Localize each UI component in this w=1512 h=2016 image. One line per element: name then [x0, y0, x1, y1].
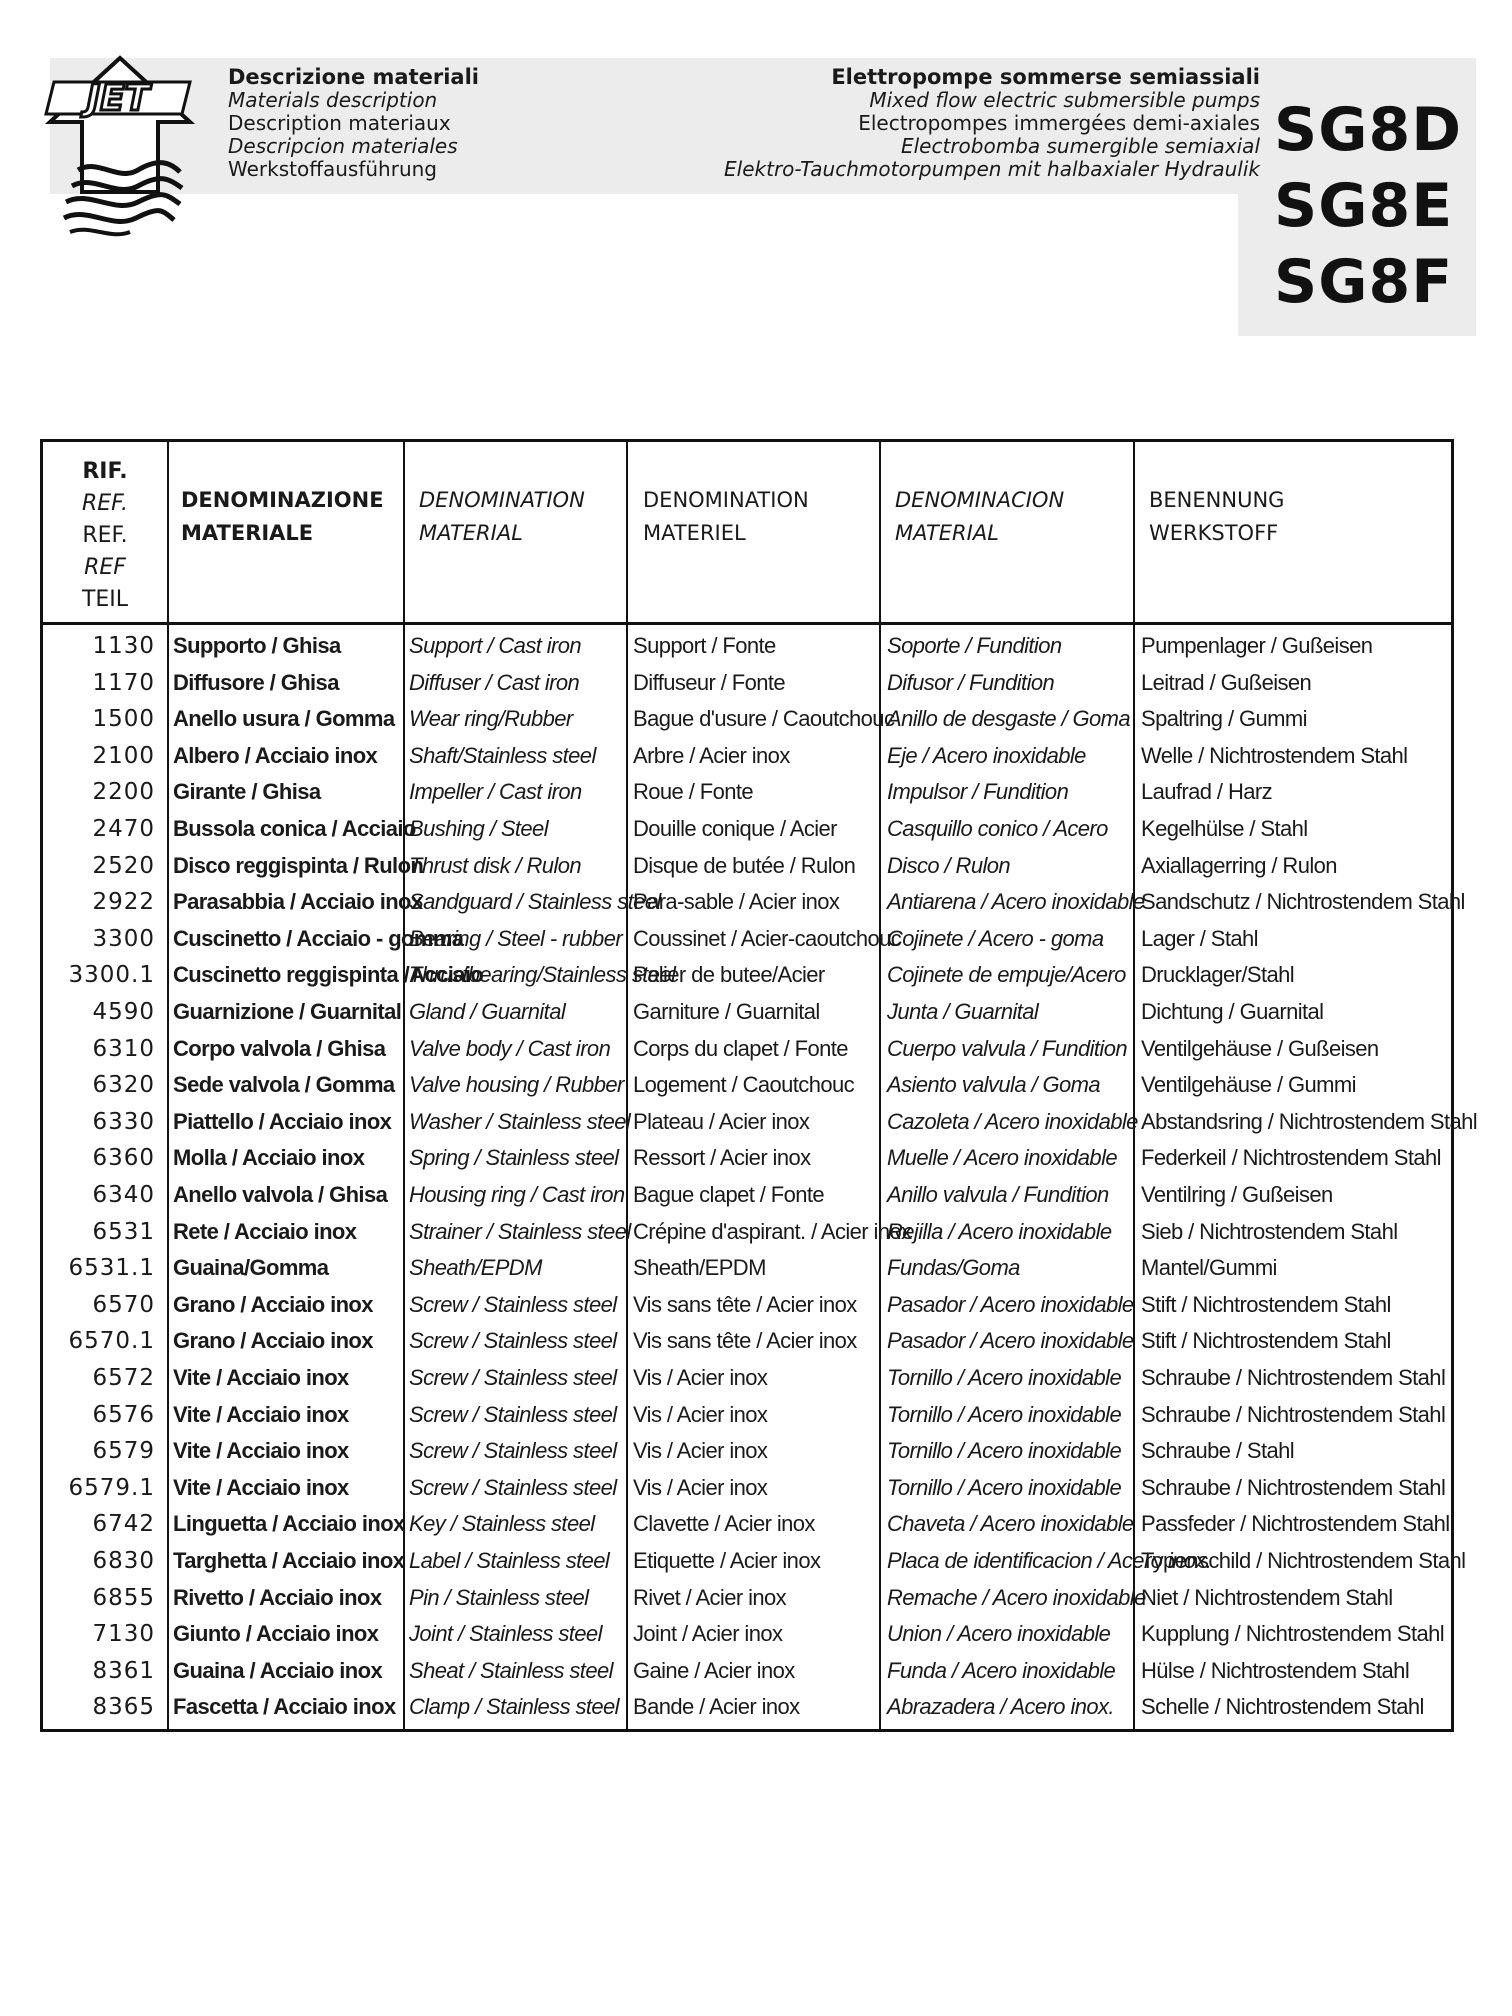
ref-cell: 7130 [92, 1621, 155, 1648]
ref-cell: 3300.1 [68, 962, 155, 989]
material-cell-it: Anello valvola / Ghisa [173, 1182, 388, 1207]
table-row [43, 1433, 1451, 1470]
material-cell-de: Welle / Nichtrostendem Stahl [1141, 742, 1408, 768]
ref-cell: 6576 [92, 1401, 155, 1428]
material-cell-es: Junta / Guarnital [887, 999, 1039, 1024]
material-cell-en: Clamp / Stainless steel [409, 1694, 619, 1720]
ref-cell: 6830 [92, 1548, 155, 1574]
material-cell-en: Bushing / Steel [409, 816, 548, 841]
table-row [43, 884, 1465, 921]
ref-header-es: REF [84, 555, 126, 580]
table-row [43, 921, 1451, 958]
table-row [43, 701, 1451, 738]
material-cell-fr: Logement / Caoutchouc [633, 1072, 854, 1098]
model-sg8f: SG8F [1274, 247, 1454, 317]
ref-cell: 6310 [92, 1035, 155, 1062]
material-cell-de: Laufrad / Harz [1141, 779, 1273, 805]
ref-cell: 6320 [92, 1072, 155, 1099]
material-cell-fr: Vis sans tête / Acier inox [633, 1328, 857, 1354]
material-cell-en: Strainer / Stainless steel [409, 1218, 631, 1244]
header-line: DENOMINACION [895, 488, 1065, 512]
material-cell-fr: Garniture / Guarnital [633, 999, 820, 1024]
ref-cell: 8365 [92, 1694, 155, 1721]
material-cell-it: Rivetto / Acciaio inox [173, 1584, 382, 1610]
ref-cell: 1170 [92, 669, 155, 696]
material-cell-en: Screw / Stainless steel [409, 1291, 617, 1317]
header-line: WERKSTOFF [1149, 521, 1279, 545]
material-cell-en: Sheat / Stainless steel [409, 1657, 613, 1683]
material-cell-es: Disco / Rulon [887, 852, 1011, 878]
material-cell-es: Anillo valvula / Fundition [887, 1182, 1109, 1207]
material-cell-en: Diffuser / Cast iron [409, 669, 580, 695]
material-cell-en: Thrust disk / Rulon [409, 852, 582, 878]
material-cell-it: Targhetta / Acciaio inox [173, 1548, 405, 1573]
material-cell-en: Key / Stainless steel [409, 1511, 595, 1537]
pump-line-it: Elettropompe sommerse semiassiali [831, 65, 1260, 89]
material-cell-de: Federkeil / Nichtrostendem Stahl [1141, 1145, 1441, 1171]
material-cell-en: Joint / Stainless steel [409, 1621, 602, 1647]
desc-line-es: Descripcion materiales [228, 134, 458, 158]
material-cell-es: Muelle / Acero inoxidable [887, 1145, 1117, 1171]
material-cell-de: Ventilgehäuse / Gußeisen [1141, 1035, 1379, 1061]
table-row [43, 1653, 1451, 1690]
pump-line-fr: Electropompes immergées demi-axiales [858, 111, 1260, 135]
table-row [43, 994, 1451, 1031]
material-cell-en: Screw / Stainless steel [409, 1438, 617, 1464]
table-row [43, 738, 1451, 775]
material-cell-fr: Clavette / Acier inox [633, 1511, 815, 1537]
material-cell-it: Guaina / Acciaio inox [173, 1657, 383, 1683]
ref-header-fr: REF. [82, 523, 128, 548]
material-cell-es: Pasador / Acero inoxidable [887, 1328, 1134, 1354]
materials-description-block [228, 66, 479, 181]
column-header-it [181, 484, 384, 550]
jet-logo [40, 52, 200, 242]
material-cell-it: Giunto / Acciaio inox [173, 1621, 379, 1647]
table-row [43, 1214, 1451, 1251]
ref-cell: 6742 [92, 1511, 155, 1538]
ref-cell: 6570.1 [68, 1328, 155, 1355]
material-cell-es: Cazoleta / Acero inoxidable [887, 1108, 1138, 1134]
material-cell-de: Drucklager/Stahl [1141, 962, 1295, 988]
material-cell-es: Pasador / Acero inoxidable [887, 1291, 1134, 1317]
table-row [43, 1067, 1451, 1104]
material-cell-es: Eje / Acero inoxidable [887, 742, 1086, 768]
table-row [43, 1543, 1466, 1580]
ref-cell: 6340 [92, 1182, 155, 1208]
ref-cell: 8361 [92, 1657, 155, 1684]
table-row [43, 848, 1451, 885]
material-cell-it: Supporto / Ghisa [173, 633, 341, 658]
material-cell-de: Sandschutz / Nichtrostendem Stahl [1141, 889, 1465, 915]
material-cell-it: Grano / Acciaio inox [173, 1291, 373, 1317]
column-header-fr [643, 484, 809, 550]
material-cell-fr: Bande / Acier inox [633, 1694, 800, 1720]
material-cell-es: Difusor / Fundition [887, 669, 1055, 695]
material-cell-en: Impeller / Cast iron [409, 779, 582, 805]
material-cell-en: Screw / Stainless steel [409, 1328, 617, 1354]
material-cell-de: Schraube / Nichtrostendem Stahl [1141, 1365, 1446, 1390]
material-cell-es: Tornillo / Acero inoxidable [887, 1474, 1122, 1500]
header-line: DENOMINAZIONE [181, 488, 384, 512]
material-cell-en: Pin / Stainless steel [409, 1584, 589, 1610]
material-cell-fr: Rivet / Acier inox [633, 1584, 787, 1610]
table-row [43, 1140, 1451, 1177]
material-cell-es: Casquillo conico / Acero [887, 816, 1108, 841]
ref-cell: 6531 [92, 1218, 155, 1245]
material-cell-fr: Arbre / Acier inox [633, 742, 790, 768]
material-cell-en: Valve housing / Rubber [409, 1072, 624, 1098]
material-cell-it: Vite / Acciaio inox [173, 1365, 349, 1390]
material-cell-de: Hülse / Nichtrostendem Stahl [1141, 1657, 1410, 1683]
material-cell-es: Asiento valvula / Goma [887, 1072, 1101, 1098]
material-cell-es: Tornillo / Acero inoxidable [887, 1401, 1122, 1427]
material-cell-es: Rejilla / Acero inoxidable [887, 1218, 1112, 1244]
material-cell-it: Parasabbia / Acciaio inox [173, 889, 423, 915]
table-row [43, 1287, 1451, 1324]
pump-line-es: Electrobomba sumergible semiaxial [900, 134, 1260, 158]
table-row [43, 1397, 1451, 1434]
material-cell-fr: Diffuseur / Fonte [633, 669, 786, 695]
material-cell-it: Piattello / Acciaio inox [173, 1108, 392, 1134]
material-cell-es: Cojinete de empuje/Acero [887, 962, 1126, 988]
material-cell-en: Screw / Stainless steel [409, 1474, 617, 1500]
material-cell-it: Guaina/Gomma [173, 1255, 329, 1281]
material-cell-es: Abrazadera / Acero inox. [887, 1694, 1114, 1720]
table-row [43, 665, 1451, 702]
material-cell-it: Girante / Ghisa [173, 779, 321, 805]
pump-type-block [724, 66, 1260, 181]
ref-cell: 2922 [92, 889, 155, 916]
material-cell-es: Impulsor / Fundition [887, 779, 1069, 805]
material-cell-fr: Bague clapet / Fonte [633, 1182, 825, 1207]
material-cell-en: Washer / Stainless steel [409, 1108, 631, 1134]
column-header-en [419, 484, 585, 550]
model-sg8d: SG8D [1274, 95, 1463, 165]
material-cell-es: Remache / Acero inoxidable [887, 1584, 1146, 1610]
header-line: MATERIAL [895, 521, 999, 545]
logo-text: JET [86, 78, 150, 119]
pump-line-en: Mixed flow electric submersible pumps [869, 88, 1260, 112]
material-cell-fr: Joint / Acier inox [633, 1621, 783, 1647]
material-cell-fr: Palier de butee/Acier [633, 962, 825, 988]
material-cell-de: Schelle / Nichtrostendem Stahl [1141, 1694, 1424, 1720]
material-cell-it: Vite / Acciaio inox [173, 1401, 349, 1427]
material-cell-it: Vite / Acciaio inox [173, 1474, 349, 1500]
header-line: DENOMINATION [419, 488, 585, 512]
material-cell-de: Abstandsring / Nichtrostendem Stahl [1141, 1108, 1478, 1134]
material-cell-es: Cojinete / Acero - goma [887, 925, 1104, 951]
header-line: DENOMINATION [643, 488, 809, 512]
material-cell-en: Thrustbearing/Stainless steel [409, 962, 676, 988]
material-cell-de: Schraube / Stahl [1141, 1438, 1295, 1464]
material-cell-de: Dichtung / Guarnital [1141, 999, 1324, 1024]
material-cell-it: Sede valvola / Gomma [173, 1072, 395, 1098]
column-header-de [1149, 484, 1284, 550]
ref-cell: 6330 [92, 1108, 155, 1135]
table-row [43, 957, 1451, 994]
material-cell-fr: Plateau / Acier inox [633, 1108, 810, 1134]
material-cell-de: Schraube / Nichtrostendem Stahl [1141, 1474, 1446, 1500]
material-cell-es: Tornillo / Acero inoxidable [887, 1365, 1122, 1390]
material-cell-it: Cuscinetto / Acciaio - gomma [173, 925, 464, 951]
jet-logo-icon [40, 52, 200, 242]
material-cell-en: Support / Cast iron [409, 633, 582, 658]
table-row [43, 1470, 1451, 1507]
table-row [43, 1323, 1451, 1360]
header-divider [43, 622, 1451, 625]
material-cell-fr: Vis / Acier inox [633, 1365, 768, 1390]
material-cell-en: Valve body / Cast iron [409, 1035, 611, 1061]
ref-cell: 6572 [92, 1365, 155, 1391]
material-cell-de: Passfeder / Nichtrostendem Stahl [1141, 1511, 1450, 1537]
ref-cell: 6579 [92, 1438, 155, 1465]
header-line: BENENNUNG [1149, 488, 1285, 512]
material-cell-es: Soporte / Fundition [887, 633, 1062, 658]
material-cell-en: Bearing / Steel - rubber [409, 925, 623, 951]
material-cell-en: Sandguard / Stainless steel [409, 889, 661, 915]
ref-column-header [43, 456, 167, 616]
material-cell-de: Stift / Nichtrostendem Stahl [1141, 1291, 1391, 1317]
material-cell-en: Screw / Stainless steel [409, 1401, 617, 1427]
material-cell-fr: Vis / Acier inox [633, 1438, 768, 1464]
table-row [43, 811, 1451, 848]
ref-header-en: REF. [82, 491, 128, 516]
material-cell-it: Albero / Acciaio inox [173, 742, 378, 768]
ref-cell: 6360 [92, 1145, 155, 1172]
desc-line-it: Descrizione materiali [228, 65, 479, 89]
material-cell-fr: Para-sable / Acier inox [633, 889, 840, 915]
ref-cell: 2470 [92, 816, 155, 842]
ref-cell: 6855 [92, 1584, 155, 1611]
table-row [43, 1104, 1478, 1141]
material-cell-es: Fundas/Goma [887, 1255, 1020, 1281]
material-cell-es: Anillo de desgaste / Goma [887, 706, 1131, 732]
material-cell-fr: Support / Fonte [633, 633, 776, 658]
material-cell-de: Axiallagerring / Rulon [1141, 852, 1337, 878]
model-list [1274, 92, 1462, 320]
material-cell-es: Union / Acero inoxidable [887, 1621, 1111, 1647]
material-cell-it: Rete / Acciaio inox [173, 1218, 357, 1244]
material-cell-de: Ventilgehäuse / Gummi [1141, 1072, 1356, 1098]
ref-cell: 2100 [92, 742, 155, 769]
material-cell-de: Typenschild / Nichtrostendem Stahl [1141, 1548, 1466, 1573]
ref-header-de: TEIL [81, 587, 129, 612]
material-cell-fr: Vis / Acier inox [633, 1401, 768, 1427]
material-cell-en: Sheath/EPDM [409, 1255, 542, 1281]
material-cell-es: Placa de identificacion / Acero inox. [887, 1548, 1212, 1573]
material-cell-en: Housing ring / Cast iron [409, 1182, 625, 1207]
table-row [43, 1580, 1451, 1617]
material-cell-de: Spaltring / Gummi [1141, 706, 1307, 732]
material-cell-de: Mantel/Gummi [1141, 1255, 1277, 1281]
material-cell-it: Molla / Acciaio inox [173, 1145, 365, 1171]
ref-cell: 6579.1 [68, 1474, 155, 1501]
material-cell-fr: Vis / Acier inox [633, 1474, 768, 1500]
ref-cell: 2520 [92, 852, 155, 879]
ref-cell: 2200 [92, 779, 155, 806]
table-row [43, 774, 1451, 811]
material-cell-it: Bussola conica / Acciaio [173, 816, 416, 841]
table-row [43, 1360, 1451, 1397]
material-cell-fr: Etiquette / Acier inox [633, 1548, 821, 1573]
material-cell-de: Niet / Nichtrostendem Stahl [1141, 1584, 1393, 1610]
material-cell-de: Lager / Stahl [1141, 925, 1258, 951]
material-cell-es: Cuerpo valvula / Fundition [887, 1035, 1127, 1061]
material-cell-fr: Crépine d'aspirant. / Acier inox [633, 1218, 912, 1244]
ref-cell: 3300 [92, 925, 155, 952]
material-cell-it: Grano / Acciaio inox [173, 1328, 373, 1354]
material-cell-de: Kupplung / Nichtrostendem Stahl [1141, 1621, 1445, 1647]
material-cell-it: Vite / Acciaio inox [173, 1438, 349, 1464]
model-sg8e: SG8E [1274, 171, 1454, 241]
material-cell-de: Sieb / Nichtrostendem Stahl [1141, 1218, 1398, 1244]
material-cell-es: Funda / Acero inoxidable [887, 1657, 1116, 1683]
table-row [43, 628, 1451, 665]
material-cell-en: Wear ring/Rubber [409, 706, 573, 732]
material-cell-it: Linguetta / Acciaio inox [173, 1511, 405, 1537]
material-cell-de: Kegelhülse / Stahl [1141, 816, 1308, 841]
material-cell-fr: Corps du clapet / Fonte [633, 1035, 848, 1061]
material-cell-it: Fascetta / Acciaio inox [173, 1694, 396, 1720]
material-cell-es: Tornillo / Acero inoxidable [887, 1438, 1122, 1464]
table-row [43, 1689, 1451, 1726]
desc-line-fr: Description materiaux [228, 111, 451, 135]
table-row [43, 1031, 1451, 1068]
ref-cell: 4590 [92, 999, 155, 1025]
table-row [43, 1177, 1451, 1214]
material-cell-es: Antiarena / Acero inoxidable [887, 889, 1145, 915]
material-cell-fr: Ressort / Acier inox [633, 1145, 811, 1171]
material-cell-de: Ventilring / Gußeisen [1141, 1182, 1333, 1207]
pump-line-de: Elektro-Tauchmotorpumpen mit halbaxialer Hydraulik [724, 157, 1260, 181]
column-header-es [895, 484, 1064, 550]
header-line: MATERIEL [643, 521, 746, 545]
ref-cell: 6531.1 [68, 1255, 155, 1282]
desc-line-en: Materials description [228, 88, 438, 112]
table-row [43, 1250, 1451, 1287]
material-cell-en: Screw / Stainless steel [409, 1365, 617, 1390]
material-cell-de: Pumpenlager / Gußeisen [1141, 633, 1373, 658]
material-cell-it: Disco reggispinta / Rulon [173, 852, 424, 878]
material-cell-en: Spring / Stainless steel [409, 1145, 619, 1171]
materials-table [40, 439, 1478, 1732]
material-cell-de: Leitrad / Gußeisen [1141, 669, 1312, 695]
material-cell-de: Schraube / Nichtrostendem Stahl [1141, 1401, 1446, 1427]
ref-header-it: RIF. [82, 459, 128, 484]
ref-cell: 1500 [92, 706, 155, 733]
ref-cell: 1130 [92, 633, 155, 659]
header-line: MATERIAL [419, 521, 523, 545]
desc-line-de: Werkstoffausführung [228, 157, 438, 181]
material-cell-es: Chaveta / Acero inoxidable [887, 1511, 1134, 1537]
material-cell-it: Anello usura / Gomma [173, 706, 395, 732]
material-cell-en: Gland / Guarnital [409, 999, 566, 1024]
material-cell-fr: Gaine / Acier inox [633, 1657, 795, 1683]
material-cell-fr: Vis sans tête / Acier inox [633, 1291, 857, 1317]
table-row [43, 1616, 1451, 1653]
material-cell-en: Label / Stainless steel [409, 1548, 610, 1573]
material-cell-fr: Douille conique / Acier [633, 816, 837, 841]
material-cell-fr: Coussinet / Acier-caoutchouc [633, 925, 902, 951]
material-cell-it: Diffusore / Ghisa [173, 669, 339, 695]
material-cell-de: Stift / Nichtrostendem Stahl [1141, 1328, 1391, 1354]
material-cell-fr: Roue / Fonte [633, 779, 753, 805]
header-line: MATERIALE [181, 521, 314, 545]
material-cell-fr: Sheath/EPDM [633, 1255, 766, 1281]
ref-cell: 6570 [92, 1291, 155, 1318]
material-cell-it: Guarnizione / Guarnital [173, 999, 402, 1024]
material-cell-it: Cuscinetto reggispinta /Acciaio [173, 962, 484, 988]
table-row [43, 1506, 1451, 1543]
material-cell-fr: Disque de butée / Rulon [633, 852, 856, 878]
material-cell-en: Shaft/Stainless steel [409, 742, 596, 768]
material-cell-it: Corpo valvola / Ghisa [173, 1035, 386, 1061]
material-cell-fr: Bague d'usure / Caoutchouc [633, 706, 895, 732]
